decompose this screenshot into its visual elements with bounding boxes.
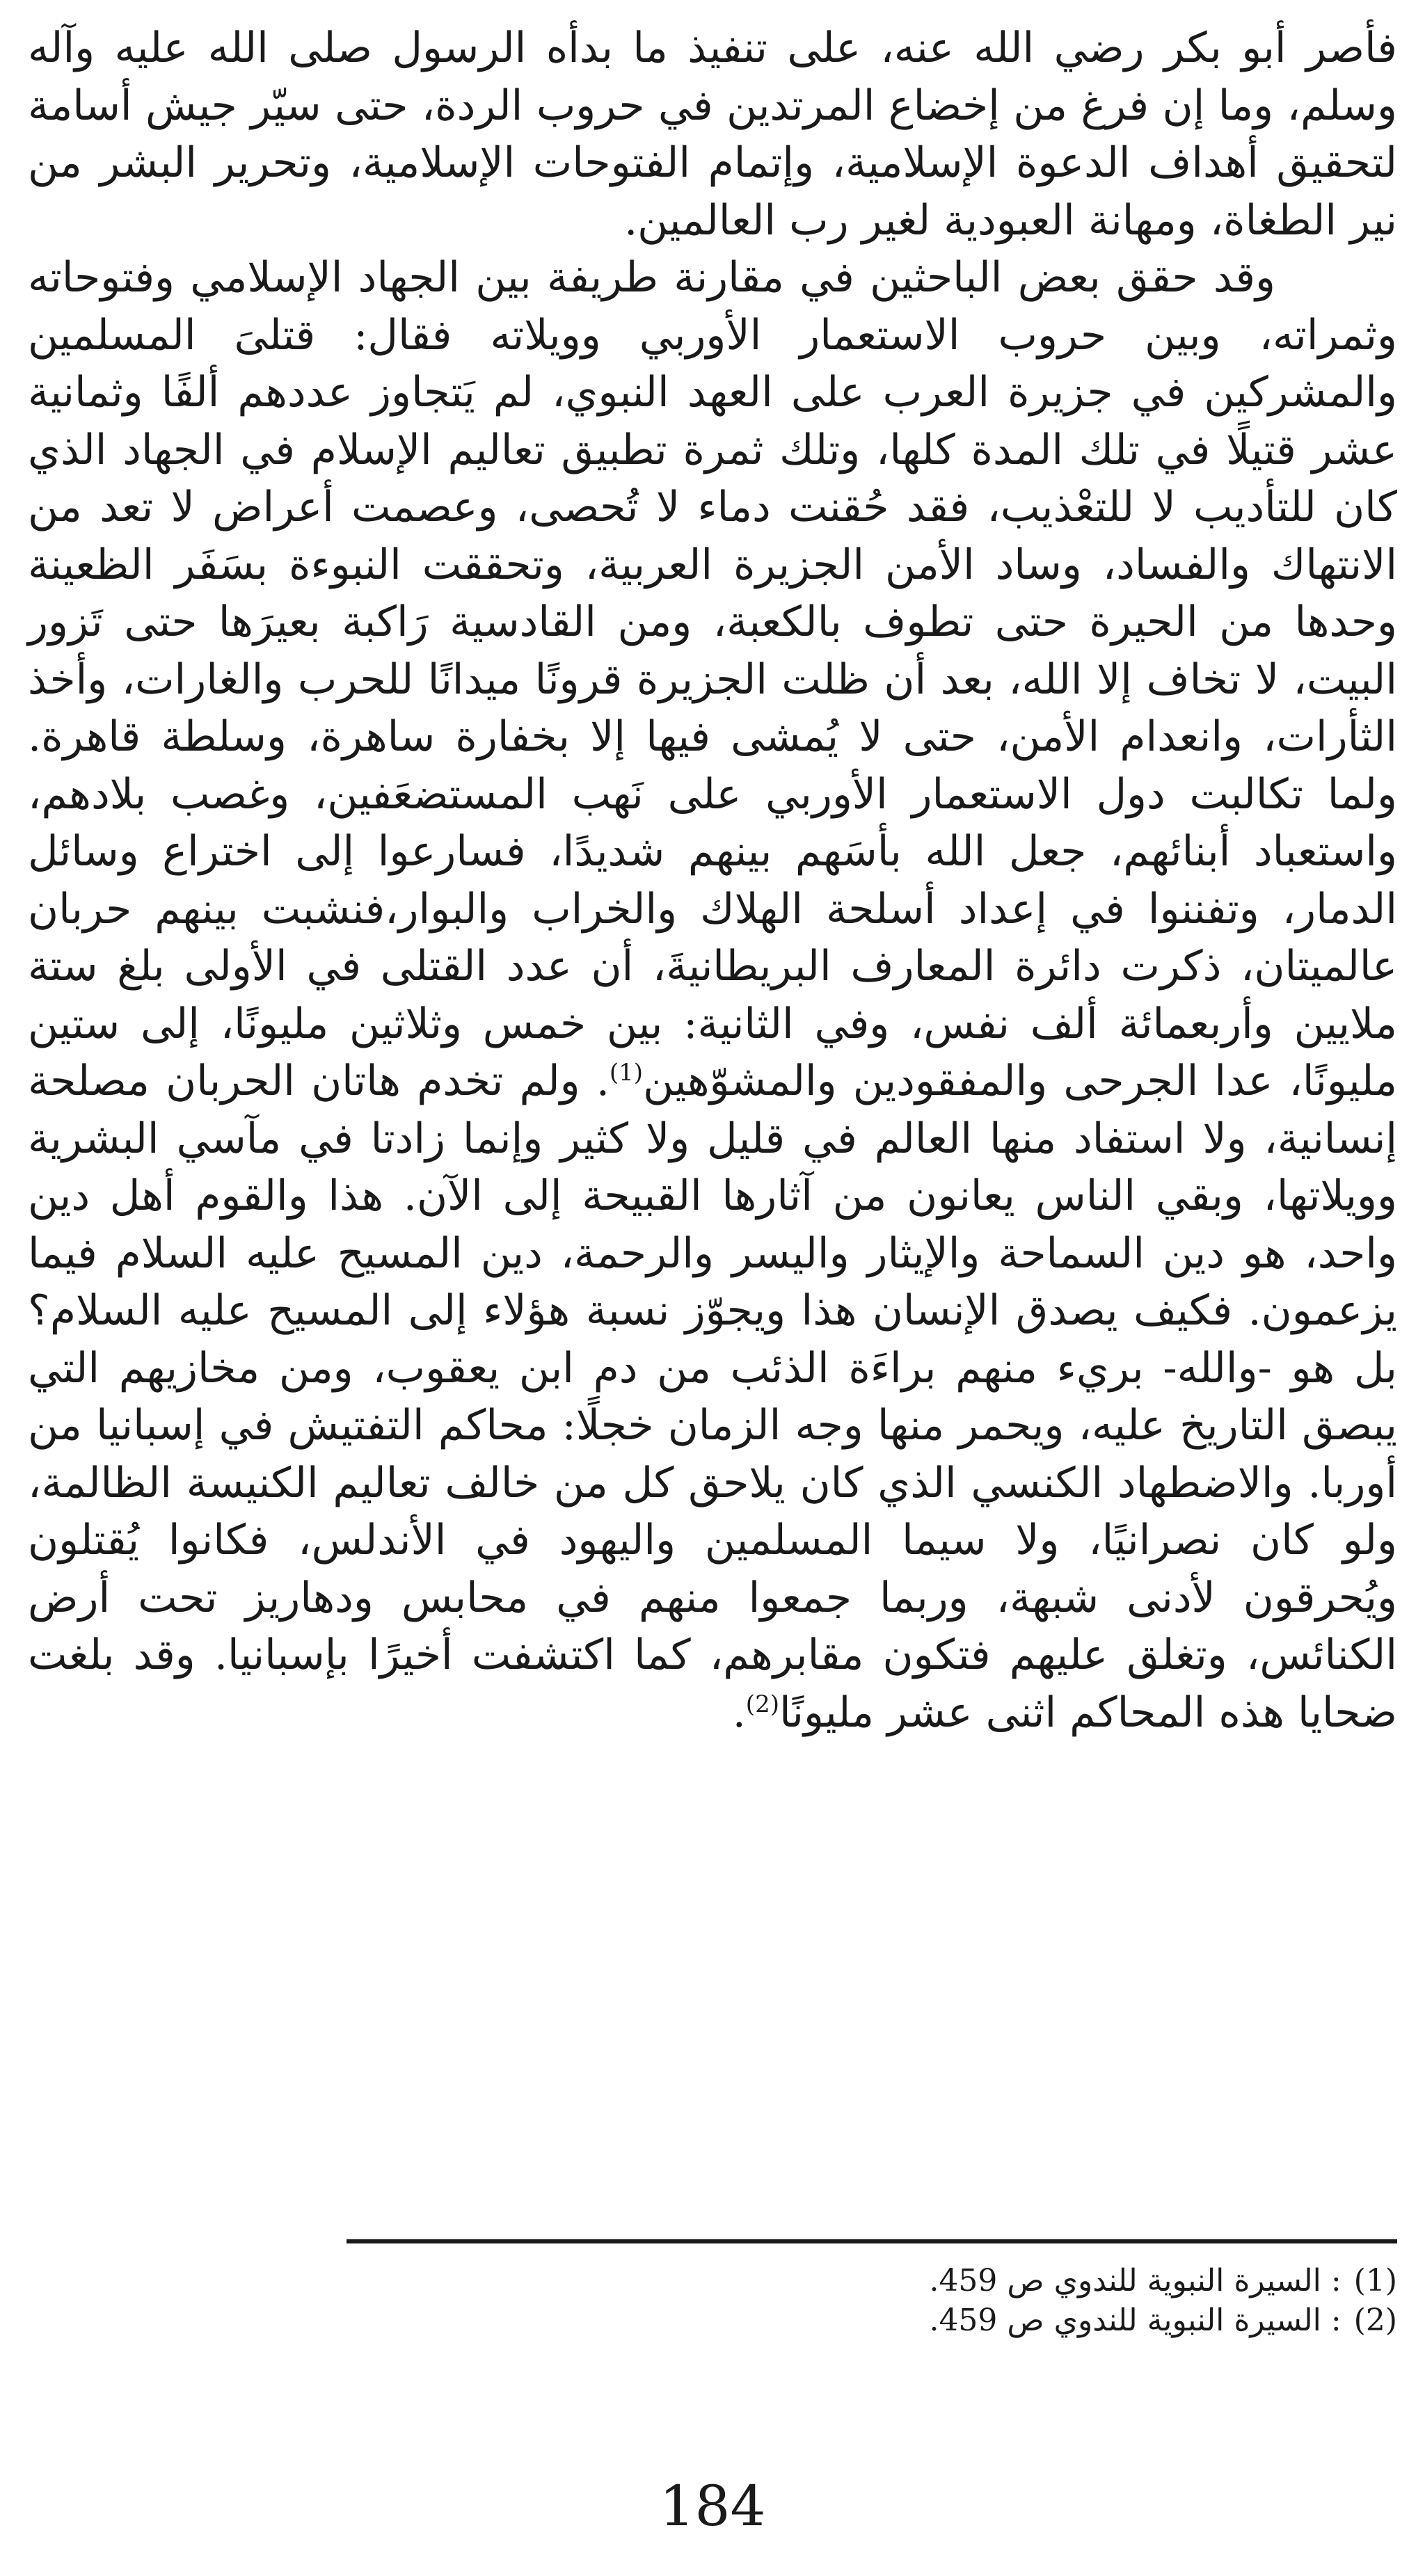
footnote-2	[28, 2301, 1397, 2340]
footnote-marker: (2)	[1353, 2303, 1397, 2338]
paragraph-1	[28, 19, 1397, 249]
footnote-1	[28, 2261, 1397, 2301]
page-number: 184	[659, 2474, 766, 2538]
paragraph-1-text: فأصر أبو بكر رضي الله عنه، على تنفيذ ما بدأه الرسول صلى الله عليه وآله وسلم، وما إن فرغ من إخضاع المرتدين في حروب الردة، حتى سيّر جيش أسامة لتحقيق أهداف الدعوة الإسلامية، وإتمام الفتوحات الإسلامية، وتحرير البشر من نير الطغاة، ومهانة العبودية لغير رب العالمين.	[28, 24, 1397, 245]
main-text	[28, 19, 1397, 1741]
footnote-divider	[347, 2239, 1397, 2243]
paragraph-2-end: .	[732, 1688, 746, 1737]
paragraph-2-text: وقد حقق بعض الباحثين في مقارنة طريفة بين الجهاد الإسلامي وفتوحاته وثمراته، وبين حروب الاستعمار الأوربي وويلاته فقال: قتلىَ المسلمين والمشركين في جزيرة العرب على العهد النبوي، لم يَتجاوز عددهم ألفًا وثمانية عشر قتيلًا في تلك المدة كلها، وتلك ثمرة تطبيق تعاليم الإسلام في الجهاد الذي كان للتأديب لا للتعْذيب، فقد حُقنت دماء لا تُحصى، وعصمت أعراض لا تعد من الانتهاك والفساد، وساد الأمن الجزيرة العربية، وتحققت النبوءة بسَفَر الظعينة وحدها من الحيرة حتى تطوف بالكعبة، ومن القادسية رَاكبة بعيرَها حتى تَزور البيت، لا تخاف إلا الله، بعد أن ظلت الجزيرة قرونًا ميدانًا للحرب والغارات، وأخذ الثأرات، وانعدام الأمن، حتى لا يُمشى فيها إلا بخفارة ساهرة، وسلطة قاهرة. ولما تكالبت دول الاستعمار الأوربي على نَهب المستضعَفين، وغصب بلادهم، واستعباد أبنائهم، جعل الله بأسَهم بينهم شديدًا، فسارعوا إلى اختراع وسائل الدمار، وتفننوا في إعداد أسلحة الهلاك والخراب والبوار،فنشبت بينهم حربان عالميتان، ذكرت دائرة المعارف البريطانيةَ، أن عدد القتلى في الأولى بلغ ستة ملايين وأربعمائة ألف نفس، وفي الثانية: بين خمس وثلاثين مليونًا، إلى ستين مليونًا، عدا الجرحى والمفقودين والمشوّهين	[28, 253, 1397, 1105]
footnote-text: : السيرة النبوية للندوي ص 459.	[929, 2303, 1342, 2338]
footnote-ref-2[interactable]: (2)	[745, 1690, 779, 1718]
footnotes	[28, 2261, 1397, 2340]
paragraph-2	[28, 249, 1397, 1741]
footnote-text: : السيرة النبوية للندوي ص 459.	[929, 2263, 1342, 2298]
paragraph-2-continuation: . ولم تخدم هاتان الحربان مصلحة إنسانية، ولا استفاد منها العالم في قليل ولا كثير وإنما زادتا في مآسي البشرية وويلاتها، وبقي الناس يعانون من آثارها القبيحة إلى الآن. هذا والقوم أهل دين واحد، هو دين السماحة والإيثار واليسر والرحمة، دين المسيح عليه السلام فيما يزعمون. فكيف يصدق الإنسان هذا ويجوّز نسبة هؤلاء إلى المسيح عليه السلام؟ بل هو -والله- بريء منهم براءَة الذئب من دم ابن يعقوب، ومن مخازيهم التي يبصق التاريخ عليه، ويحمر منها وجه الزمان خجلًا: محاكم التفتيش في إسبانيا من أوربا. والاضطهاد الكنسي الذي كان يلاحق كل من خالف تعاليم الكنيسة الظالمة، ولو كان نصرانيًا، ولا سيما المسلمين واليهود في الأندلس، فكانوا يُقتلون ويُحرقون لأدنى شبهة، وربما جمعوا منهم في محابس ودهاريز تحت أرض الكنائس، وتغلق عليهم فتكون مقابرهم، كما اكتشفت أخيرًا بإسبانيا. وقد بلغت ضحايا هذه المحاكم اثنى عشر مليونًا	[28, 1057, 1397, 1737]
footnote-ref-1[interactable]: (1)	[609, 1059, 644, 1087]
footnote-marker: (1)	[1353, 2263, 1397, 2298]
